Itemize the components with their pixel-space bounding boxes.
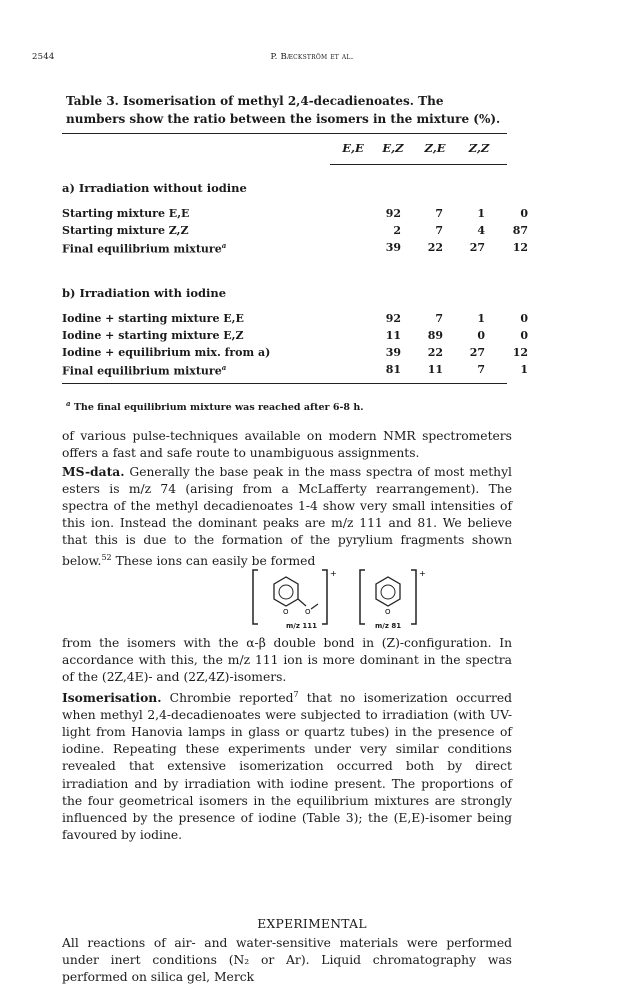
- svg-text:O: O: [385, 608, 391, 616]
- cell-zz: 87: [512, 224, 528, 237]
- paragraph-configuration: from the isomers with the α-β double bond in (Z)-configuration. In accordance with this, the m/z 111 ion is more dominant in the spectra of the (2Z,4E)- and (2Z,4Z)-isomers.: [62, 636, 512, 685]
- page-number: 2544: [32, 52, 55, 62]
- footnote-mark: a: [66, 399, 71, 408]
- row-label: Final equilibrium mixture$^a$: [62, 241, 227, 256]
- reference-mark: 7: [293, 690, 299, 699]
- table-footnote: $^a$ The final equilibrium mixture was reached after 6-8 h.: [66, 399, 364, 414]
- cell-ez: 11: [427, 363, 443, 376]
- paragraph-isomerisation: Isomerisation. Chrombie reported$^7$ that no isomerization occurred when methyl 2,4-decadienoates were subjected to irradiation (with UV-light from Hanovia lamps in glass or quartz tubes) in the presence of iodine. Repeating these experiments under very similar conditions revealed that extensive isomerization occurred both by direct irradiation and by irradiation with iodine present. The proportions of the four geometrical isomers in the equilibrium mixtures are strongly influenced by the presence of iodine (Table 3); the (E,E)-isomer being favoured by iodine.: [62, 690, 512, 842]
- cell-ee: 92: [385, 207, 401, 220]
- pyrylium-structure-left: [250, 566, 340, 628]
- cell-zz: 12: [512, 346, 528, 359]
- column-header: Z,Z: [468, 141, 490, 155]
- cell-ee: 39: [385, 241, 401, 254]
- row-label: Iodine + starting mixture E,E: [62, 312, 244, 325]
- column-header: Z,E: [424, 141, 446, 155]
- cell-ze: 7: [477, 363, 485, 376]
- cell-zz: 0: [520, 329, 528, 342]
- cell-ee: 11: [385, 329, 401, 342]
- cell-zz: 0: [520, 312, 528, 325]
- row-label: Starting mixture Z,Z: [62, 224, 189, 237]
- row-label: Iodine + starting mixture E,Z: [62, 329, 244, 342]
- cell-ze: 4: [477, 224, 485, 237]
- cell-ze: 1: [477, 207, 485, 220]
- table-row: [62, 346, 528, 361]
- isomerisation-heading: Isomerisation.: [62, 690, 162, 706]
- cell-ee: 2: [393, 224, 401, 237]
- cell-ze: 0: [477, 329, 485, 342]
- svg-text:O: O: [283, 608, 289, 616]
- table-row: [62, 224, 528, 239]
- table-row: [62, 363, 528, 378]
- table-row: [62, 312, 528, 327]
- reference-mark: 52: [101, 553, 112, 563]
- column-header-rule: [330, 164, 507, 165]
- cell-zz: 0: [520, 207, 528, 220]
- paragraph-experimental: All reactions of air- and water-sensitive materials were performed under inert conditions (N₂ or Ar). Liquid chromatography was performed on silica gel, Merck: [62, 936, 512, 985]
- row-label: Starting mixture E,E: [62, 207, 190, 220]
- paragraph-ms-data: MS-data. Generally the base peak in the mass spectra of most methyl esters is m/z 74 (arising from a McLafferty rearrangement). The spectra of the methyl decadienoates 1-4 show very small intensities of this ion. Instead the dominant peaks are m/z 111 and 81. We believe that this is due to the formation of the pyrylium fragments shown below.$^{52}$ These ions can easily be formed: [62, 464, 512, 569]
- footnote-mark: a: [221, 363, 227, 372]
- running-header-authors: P. Bæckström et al.: [270, 52, 354, 62]
- cell-ez: 22: [427, 241, 443, 254]
- section-b-title: b) Irradiation with iodine: [62, 286, 227, 300]
- experimental-heading: EXPERIMENTAL: [257, 917, 367, 931]
- cell-ez: 7: [435, 224, 443, 237]
- cell-ez: 22: [427, 346, 443, 359]
- cell-ze: 1: [477, 312, 485, 325]
- cell-ee: 39: [385, 346, 401, 359]
- cell-ze: 27: [469, 346, 485, 359]
- table-caption-text: Isomerisation of methyl 2,4-decadienoates. The numbers show the ratio between the isomers in the mixture (%).: [66, 94, 501, 126]
- row-label: Final equilibrium mixture$^a$: [62, 363, 227, 378]
- svg-text:O: O: [305, 608, 311, 616]
- column-header: E,E: [342, 141, 364, 155]
- pyrylium-structure-right: [355, 566, 430, 628]
- column-header: E,Z: [382, 141, 404, 155]
- table-row: [62, 207, 528, 222]
- table-row: [62, 241, 528, 256]
- structure-label-left: m/z 111: [286, 622, 317, 630]
- table-label: Table 3.: [66, 94, 119, 108]
- table-top-rule: [62, 133, 507, 134]
- cell-ee: 81: [385, 363, 401, 376]
- charge-right: +: [419, 569, 426, 578]
- cell-zz: 1: [520, 363, 528, 376]
- cell-ez: 89: [427, 329, 443, 342]
- footnote-mark: a: [221, 241, 227, 250]
- cell-ez: 7: [435, 312, 443, 325]
- cell-ze: 27: [469, 241, 485, 254]
- structure-label-right: m/z 81: [375, 622, 402, 630]
- section-a-title: a) Irradiation without iodine: [62, 181, 247, 195]
- paragraph-nmr: of various pulse-techniques available on modern NMR spectrometers offers a fast and safe route to unambiguous assignments.: [62, 429, 512, 461]
- cell-ez: 7: [435, 207, 443, 220]
- table-row: [62, 329, 528, 344]
- row-label: Iodine + equilibrium mix. from a): [62, 346, 271, 359]
- table-bottom-rule: [62, 383, 507, 384]
- charge-left: +: [330, 569, 337, 578]
- cell-zz: 12: [512, 241, 528, 254]
- table-caption: [66, 92, 506, 128]
- cell-ee: 92: [385, 312, 401, 325]
- ms-data-heading: MS-data.: [62, 464, 125, 479]
